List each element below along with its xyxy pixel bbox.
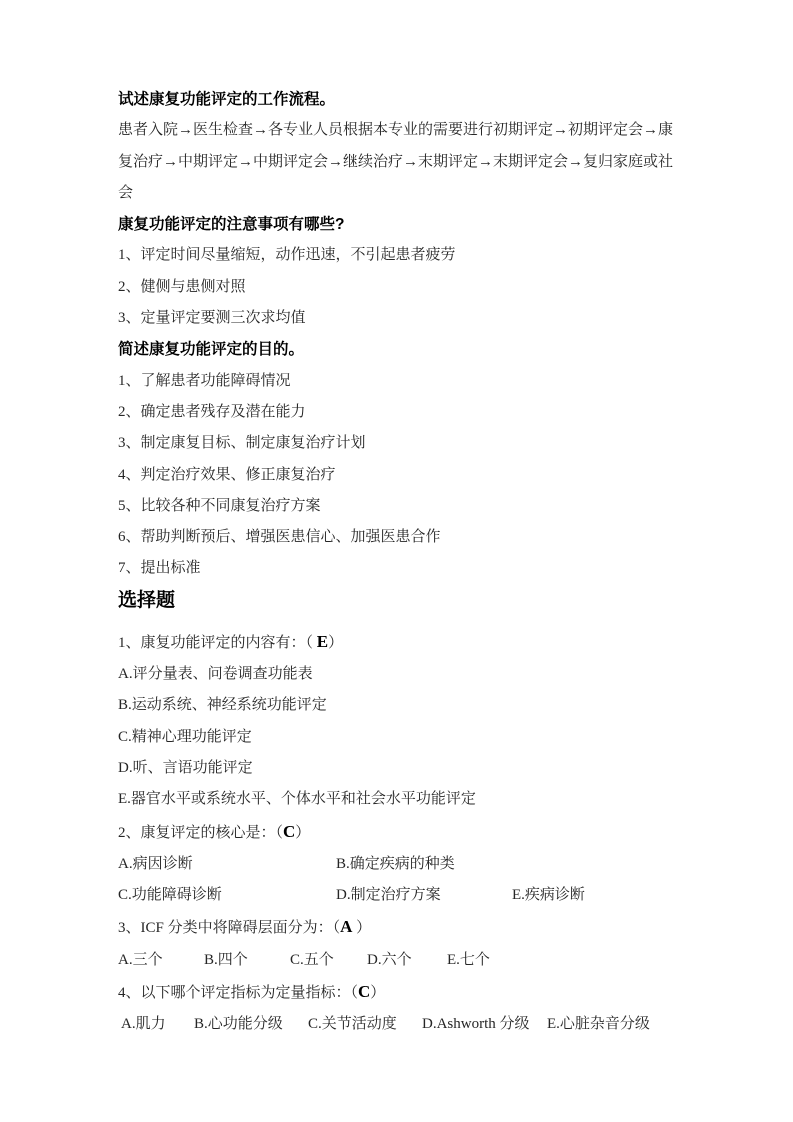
purpose-item-3: 3、制定康复目标、制定康复治疗计划 (118, 435, 366, 452)
purpose-item-6: 6、帮助判断预后、增强医患信心、加强医患合作 (118, 529, 441, 546)
essay-question-purpose-heading: 简述康复功能评定的目的。 (118, 341, 305, 359)
mc-question-2-answer: C (283, 821, 296, 841)
mc-question-4-answer: C (358, 982, 371, 1002)
mc-question-3-option-c: C.五个 (290, 951, 334, 968)
mc-question-1-stem-close: ） (328, 634, 344, 651)
mc-question-2-options-row-1 (118, 849, 675, 880)
essay-question-precautions-heading: 康复功能评定的注意事项有哪些? (118, 216, 345, 234)
purpose-item-5: 5、比较各种不同康复治疗方案 (118, 497, 321, 514)
mc-question-1-option-a: A.评分量表、问卷调查功能表 (118, 666, 313, 683)
mc-question-2-option-d: D.制定治疗方案 (336, 887, 441, 904)
mc-question-3-answer: A (340, 917, 353, 937)
mc-question-2-option-b: B.确定疾病的种类 (336, 855, 455, 872)
mc-question-4-option-d: D.Ashworth 分级 (422, 1016, 530, 1033)
mc-question-4-option-a: A.肌力 (121, 1016, 166, 1033)
mc-question-3-stem-text: 3、ICF 分类中将障碍层面分为：（ (118, 920, 341, 937)
purpose-item-2: 2、确定患者残存及潜在能力 (118, 403, 306, 420)
mc-question-4-stem (118, 976, 675, 1009)
essay-question-workflow-heading: 试述康复功能评定的工作流程。 (118, 91, 336, 108)
mc-question-2-option-c: C.功能障碍诊断 (118, 887, 222, 904)
mc-question-3-options-row (118, 945, 675, 976)
precaution-item-2: 2、健侧与患侧对照 (118, 278, 246, 295)
mc-question-3-stem (118, 911, 675, 944)
mc-question-3-option-a: A.三个 (118, 951, 163, 968)
mc-question-4-stem-text: 4、以下哪个评定指标为定量指标：（ (118, 985, 359, 1002)
mc-question-1-option-b: B.运动系统、神经系统功能评定 (118, 697, 327, 714)
mc-question-1-answer: E (316, 631, 329, 651)
mc-question-3-stem-close: ） (352, 920, 372, 937)
mc-question-2-options-row-2 (118, 880, 675, 911)
mc-question-1-option-e: E.器官水平或系统水平、个体水平和社会水平功能评定 (118, 791, 476, 808)
mc-question-2-option-e: E.疾病诊断 (512, 887, 585, 904)
essay-question-workflow-answer: 患者入院→医生检查→各专业人员根据本专业的需要进行初期评定→初期评定会→康复治疗→中期评定→中期评定会→继续治疗→末期评定→末期评定会→复归家庭或社会 (118, 122, 674, 201)
mc-question-3-option-d: D.六个 (367, 951, 412, 968)
mc-question-2-option-a: A.病因诊断 (118, 855, 193, 872)
mc-question-1-stem-text: 1、康复功能评定的内容有：（ (118, 634, 317, 651)
mc-question-4-option-c: C.关节活动度 (308, 1016, 397, 1033)
mc-question-4-option-b: B.心功能分级 (194, 1016, 283, 1033)
mc-question-3-option-b: B.四个 (204, 951, 248, 968)
document-content (118, 84, 675, 1041)
mc-question-2-stem (118, 816, 675, 849)
precaution-item-1: 1、评定时间尽量缩短，动作迅速，不引起患者疲劳 (118, 247, 456, 264)
mc-question-4-option-e: E.心脏杂音分级 (547, 1016, 650, 1033)
choice-section-heading: 选择题 (118, 589, 176, 611)
purpose-item-1: 1、了解患者功能障碍情况 (118, 372, 291, 389)
purpose-item-4: 4、判定治疗效果、修正康复治疗 (118, 466, 336, 483)
mc-question-2-stem-text: 2、康复评定的核心是：（ (118, 824, 284, 841)
purpose-item-7: 7、提出标准 (118, 560, 201, 577)
mc-question-3-option-e: E.七个 (447, 951, 490, 968)
mc-question-1-option-d: D.听、言语功能评定 (118, 759, 253, 776)
mc-question-1-option-c: C.精神心理功能评定 (118, 728, 252, 745)
precaution-item-3: 3、定量评定要测三次求均值 (118, 310, 306, 327)
mc-question-1-stem (118, 626, 675, 659)
mc-question-4-options-row (118, 1009, 675, 1040)
mc-question-4-stem-close: ） (370, 985, 386, 1002)
mc-question-2-stem-close: ） (295, 824, 311, 841)
